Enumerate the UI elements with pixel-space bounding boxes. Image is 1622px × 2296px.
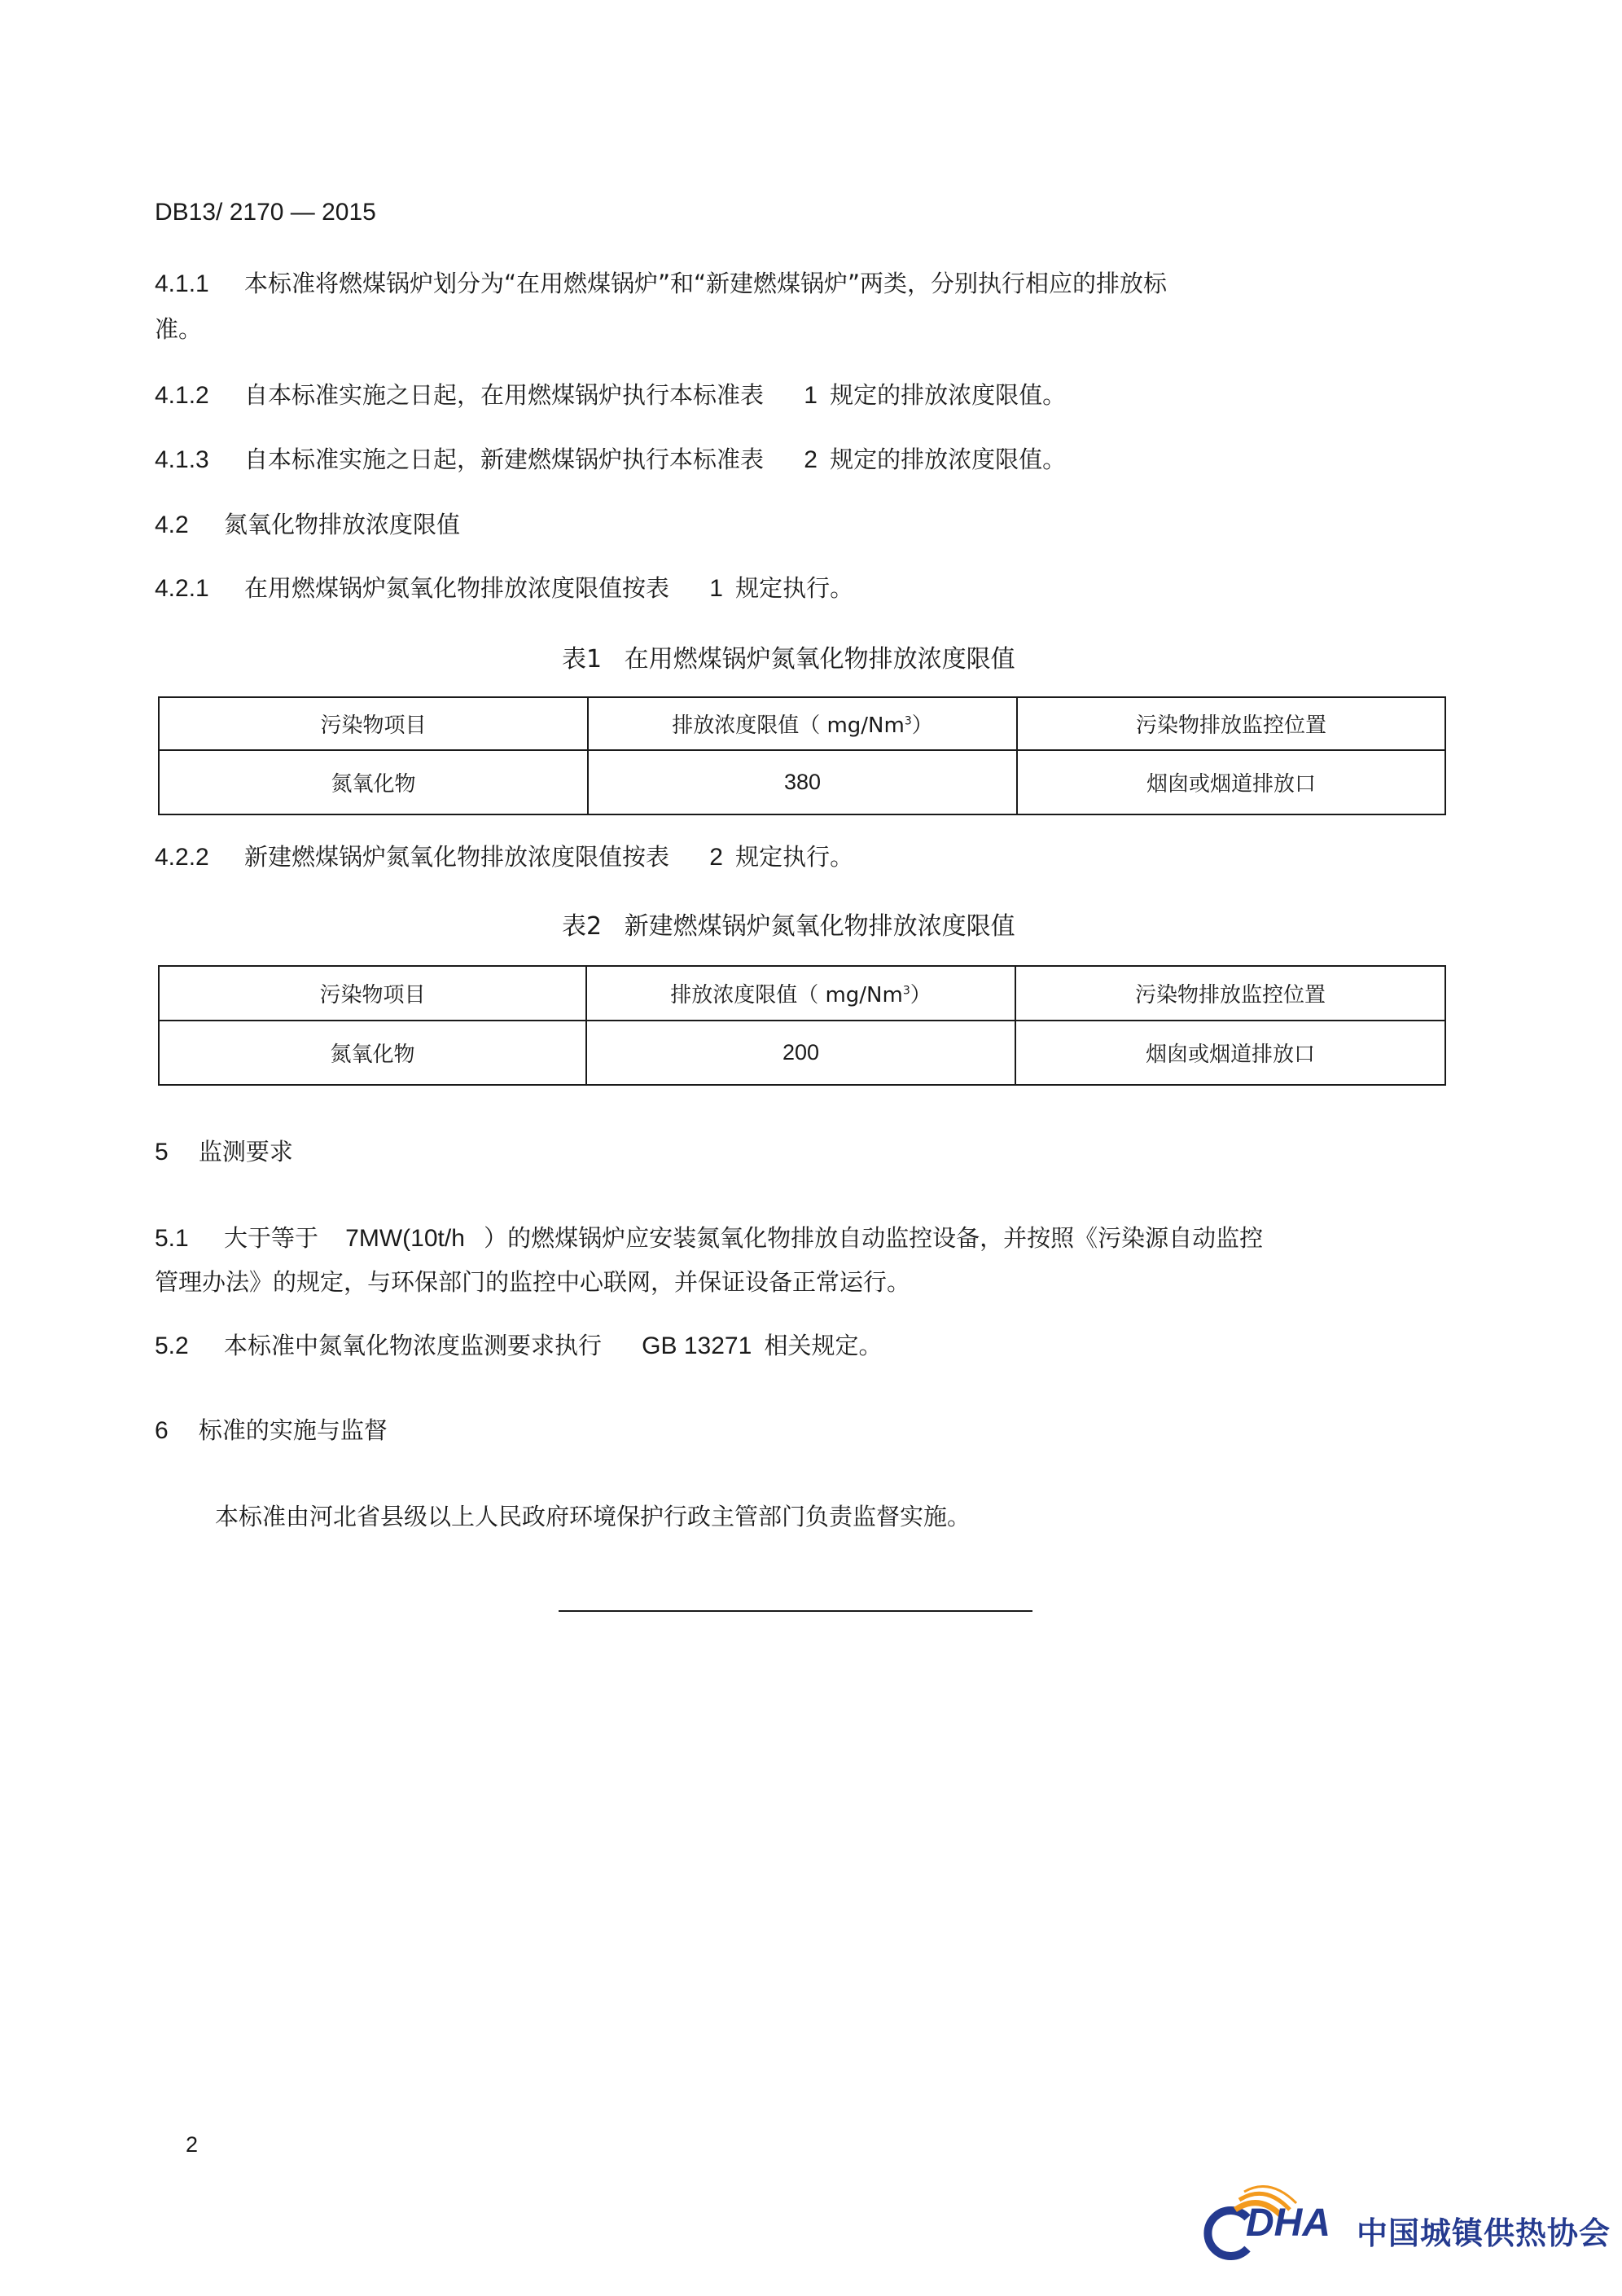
clause-text-tail: 规定执行。: [735, 843, 854, 871]
cell-location: 烟囱或烟道排放口: [1015, 1021, 1445, 1085]
table-header-row: [159, 697, 1445, 750]
clause-text-tail: 规定的排放浓度限值。: [830, 381, 1067, 409]
header-limit-text: 排放浓度限值（ mg/Nm: [672, 713, 905, 738]
clause-number: 4.1.3: [155, 446, 209, 473]
table-ref: 1: [709, 575, 723, 602]
header-limit-close: ）: [910, 983, 932, 1008]
clause-text: 自本标准实施之日起，在用燃煤锅炉执行本标准表: [243, 381, 764, 409]
table-label: 表1: [562, 645, 603, 674]
capacity-value: 7MW(10t/h: [345, 1225, 465, 1252]
clause-4-1-1: [155, 267, 1167, 301]
clause-5-1: [155, 1222, 1263, 1255]
table-row: [159, 750, 1445, 814]
section-number: 5: [155, 1139, 169, 1166]
document-code: DB13/ 2170 — 2015: [155, 199, 376, 226]
standard-ref: GB 13271: [642, 1332, 752, 1359]
unit-superscript: 3: [902, 984, 910, 998]
clause-text-tail: 相关规定。: [764, 1332, 883, 1359]
clause-number: 4.2.1: [155, 575, 209, 602]
cell-location: 烟囱或烟道排放口: [1017, 750, 1445, 814]
table-1: [158, 696, 1446, 815]
clause-number: 4.2.2: [155, 844, 209, 871]
clause-text: 在用燃煤锅炉氮氧化物排放浓度限值按表: [243, 574, 669, 602]
clause-4-1-2: [155, 379, 1066, 412]
section-5: [155, 1135, 293, 1169]
clause-4-2-2: [155, 841, 853, 874]
table-label: 表2: [562, 912, 603, 941]
clause-number: 4.1.1: [155, 270, 209, 297]
clause-text-tail: ）的燃煤锅炉应安装氮氧化物排放自动监控设备，并按照《污染源自动监控: [484, 1224, 1264, 1252]
clause-text: 本标准将燃煤锅炉划分为“在用燃煤锅炉”和“新建燃煤锅炉”两类，分别执行相应的排放标: [243, 270, 1168, 297]
clause-text: 本标准中氮氧化物浓度监测要求执行: [223, 1332, 602, 1359]
table-header-row: [159, 966, 1445, 1021]
table-ref: 2: [804, 446, 818, 473]
table-title: 在用燃煤锅炉氮氧化物排放浓度限值: [624, 645, 1015, 674]
section-6-body: 本标准由河北省县级以上人民政府环境保护行政主管部门负责监督实施。: [215, 1503, 971, 1530]
page-number: 2: [186, 2132, 199, 2157]
unit-superscript: 3: [904, 714, 912, 728]
clause-text: 自本标准实施之日起，新建燃煤锅炉执行本标准表: [243, 446, 764, 473]
clause-5-2: [155, 1329, 883, 1363]
table-1-caption: [562, 639, 1015, 674]
table-2: [158, 965, 1446, 1086]
table-ref: 2: [709, 844, 723, 871]
clause-text: 新建燃煤锅炉氮氧化物排放浓度限值按表: [243, 843, 669, 871]
cell-limit-value: 200: [586, 1021, 1015, 1085]
clause-number: 4.1.2: [155, 382, 209, 409]
section-6: [155, 1414, 388, 1447]
clause-4-1-3: [155, 443, 1066, 476]
header-cell-limit: [586, 966, 1015, 1021]
clause-5-1-cont: 管理办法》的规定，与环保部门的监控中心联网，并保证设备正常运行。: [155, 1268, 911, 1296]
clause-number: 5.2: [155, 1332, 189, 1359]
clause-text-tail: 规定执行。: [735, 574, 854, 602]
section-number: 6: [155, 1417, 169, 1444]
header-cell-location: 污染物排放监控位置: [1015, 966, 1445, 1021]
section-title: 氮氧化物排放浓度限值: [223, 511, 460, 538]
cell-pollutant: 氮氧化物: [159, 750, 588, 814]
header-cell-pollutant: 污染物项目: [159, 697, 588, 750]
clause-4-2-1: [155, 572, 853, 605]
clause-text-tail: 规定的排放浓度限值。: [830, 446, 1067, 473]
end-rule: [559, 1610, 1032, 1612]
table-ref: 1: [804, 382, 818, 409]
table-row: [159, 1021, 1445, 1085]
section-title: 标准的实施与监督: [198, 1416, 388, 1444]
clause-text: 大于等于: [223, 1224, 318, 1252]
organization-name: 中国城镇供热协会: [1357, 2215, 1611, 2251]
table-title: 新建燃煤锅炉氮氧化物排放浓度限值: [624, 912, 1015, 941]
header-limit-close: ）: [911, 713, 933, 738]
clause-4-1-1-cont: 准。: [155, 315, 203, 343]
header-limit-text: 排放浓度限值（ mg/Nm: [670, 983, 903, 1008]
header-cell-pollutant: 污染物项目: [159, 966, 586, 1021]
section-title: 监测要求: [198, 1138, 293, 1166]
section-number: 4.2: [155, 511, 189, 538]
logo-letters: DHA: [1246, 2202, 1330, 2245]
header-cell-location: 污染物排放监控位置: [1017, 697, 1445, 750]
cell-limit-value: 380: [588, 750, 1017, 814]
cell-pollutant: 氮氧化物: [159, 1021, 586, 1085]
clause-number: 5.1: [155, 1225, 189, 1252]
section-4-2: [155, 508, 460, 542]
table-2-caption: [562, 906, 1015, 942]
header-cell-limit: [588, 697, 1017, 750]
